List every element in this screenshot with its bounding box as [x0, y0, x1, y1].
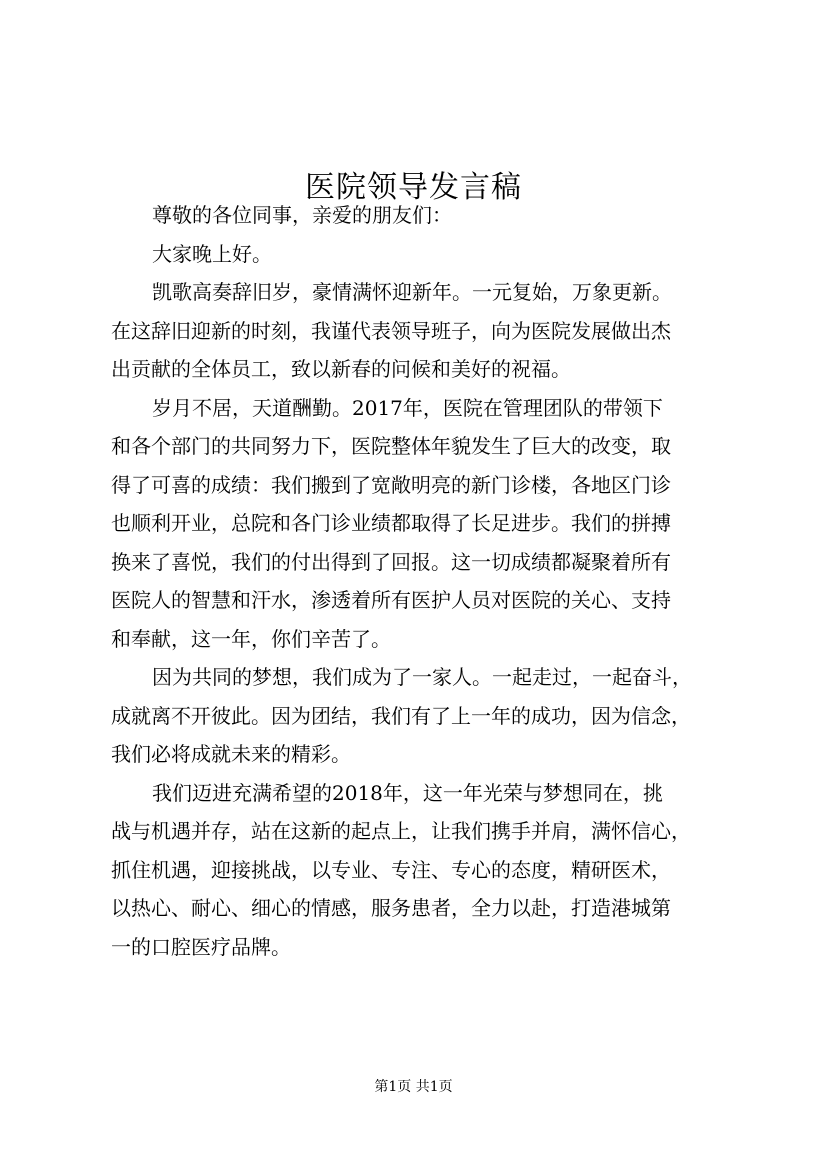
- paragraph-future: [111, 774, 736, 967]
- paragraph-line: 也顺利开业，总院和各门诊业绩都取得了长足进步。我们的拼搏: [111, 511, 671, 535]
- paragraph-line: 抓住机遇，迎接挑战，以专业、专注、专心的态度，精研医术，: [111, 857, 671, 882]
- paragraph-line: 以热心、耐心、细心的情感，服务患者，全力以赴，打造港城第: [111, 896, 671, 920]
- page-footer: 第1页 共1页: [374, 1079, 453, 1095]
- greeting: 大家晚上好。: [152, 241, 272, 266]
- paragraph-line: 凯歌高奏辞旧岁，豪情满怀迎新年。一元复始，万象更新。: [152, 280, 672, 304]
- paragraph-line: 医院人的智慧和汗水，渗透着所有医护人员对医院的关心、支持: [111, 588, 671, 612]
- paragraph-line: 和奉献，这一年，你们辛苦了。: [111, 626, 391, 651]
- paragraph-new-year: [111, 273, 736, 389]
- paragraph-line: 战与机遇并存，站在这新的起点上，让我们携手并肩，满怀信心，: [111, 819, 691, 843]
- paragraph-line: 我们迈进充满希望的2018年，这一年光荣与梦想同在，挑: [152, 780, 663, 805]
- page-title: 医院领导发言稿: [305, 170, 522, 206]
- paragraph-line: 岁月不居，天道酬勤。2017年，医院在管理团队的带领下: [152, 395, 663, 420]
- paragraph-line: 一的口腔医疗品牌。: [111, 934, 291, 959]
- paragraph-line: 得了可喜的成绩：我们搬到了宽敞明亮的新门诊楼，各地区门诊: [111, 472, 671, 497]
- paragraph-line: 换来了喜悦，我们的付出得到了回报。这一切成绩都凝聚着所有: [111, 549, 671, 574]
- paragraph-line: 在这辞旧迎新的时刻，我谨代表领导班子，向为医院发展做出杰: [111, 318, 671, 343]
- salutation: 尊敬的各位同事，亲爱的朋友们：: [152, 203, 452, 227]
- paragraph-line: 成就离不开彼此。因为团结，我们有了上一年的成功，因为信念，: [111, 703, 691, 728]
- paragraph-achievements: [111, 389, 736, 659]
- paragraph-line: 和各个部门的共同努力下，医院整体年貌发生了巨大的改变，取: [111, 434, 671, 458]
- paragraph-line: 因为共同的梦想，我们成为了一家人。一起走过，一起奋斗，: [152, 665, 692, 689]
- document-body: [111, 196, 736, 966]
- paragraph-unity: [111, 658, 736, 774]
- paragraph-line: 我们必将成就未来的精彩。: [111, 742, 351, 766]
- paragraph-line: 出贡献的全体员工，致以新春的问候和美好的祝福。: [111, 357, 571, 381]
